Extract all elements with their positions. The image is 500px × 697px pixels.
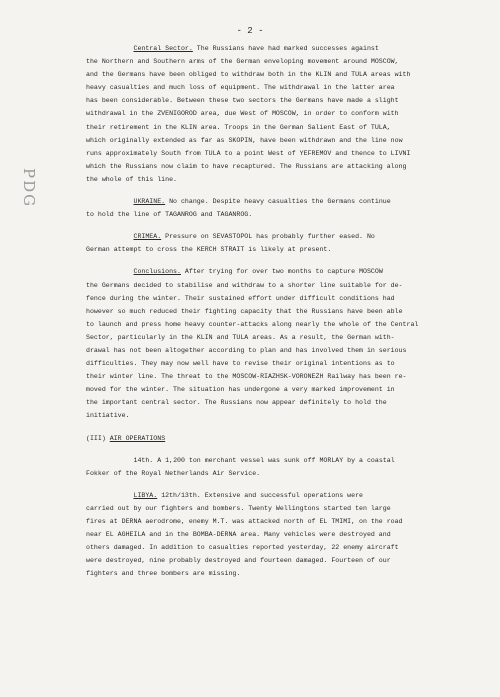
paragraph-line: Sector, particularly in the KLIN and TULA areas. As a result, the German with-	[86, 333, 395, 341]
paragraph-line: their retirement in the KLIN area. Troops in the German Salient East of TULA,	[86, 123, 391, 131]
margin-handwritten-note: PDG	[20, 168, 38, 209]
paragraph-line: initiative.	[86, 412, 130, 420]
paragraph-line: which originally extended as far as SKOPIN, have been withdrawn and the line now	[86, 136, 403, 144]
paragraph-line: the important central sector. The Russians now appear definitely to hold the	[86, 399, 387, 407]
paragraph-line: drawal has not been altogether according to plan and has involved them in serious	[86, 346, 407, 354]
ukraine-first-line: UKRAINE. No change. Despite heavy casualties the Germans continue	[133, 198, 391, 206]
paragraph-line: and the Germans have been obliged to withdraw both in the KLIN and TULA areas with	[86, 71, 411, 79]
libya-first-line: LIBYA. 12th/13th. Extensive and successful operations were	[133, 491, 363, 499]
air-date-14th: 14th.	[133, 456, 154, 464]
paragraph-line: fence during the winter. Their sustained effort under difficult conditions had	[86, 294, 395, 302]
paragraph-line: German attempt to cross the KERCH STRAIT is likely at present.	[86, 246, 332, 254]
paragraph-line: the Northern and Southern arms of the German enveloping movement around MOSCOW,	[86, 58, 399, 66]
paragraph-line: others damaged. In addition to casualties reported yesterday, 22 enemy aircraft	[86, 544, 399, 552]
paragraph-line: carried out by our fighters and bombers. Twenty Wellingtons started ten large	[86, 504, 391, 512]
crimea-heading: CRIMEA.	[133, 233, 162, 241]
conclusions-first-line: Conclusions. After trying for over two months to capture MOSCOW	[133, 268, 383, 276]
paragraph-line: difficulties. They may now well have to revise their original intentions as to	[86, 360, 395, 368]
air-operations-heading: AIR OPERATIONS	[109, 434, 166, 442]
document-body	[86, 42, 474, 580]
paragraph-line: heavy casualties and much loss of equipment. The withdrawal in the latter area	[86, 84, 395, 92]
paragraph-line: the Germans decided to stabilise and withdraw to a shorter line suitable for de-	[86, 281, 403, 289]
paragraph-line: moved for the winter. The situation has undergone a very marked improvement in	[86, 386, 395, 394]
paragraph-line: near EL AGHEILA and in the BOMBA-DERNA area. Many vehicles were destroyed and	[86, 531, 391, 539]
air-14th-first-line: 14th. A 1,200 ton merchant vessel was sunk off MORLAY by a coastal	[133, 456, 395, 464]
section-number: (III)	[86, 434, 106, 442]
ukraine-heading: UKRAINE.	[133, 198, 166, 206]
paragraph-line: has been considerable. Between these two sectors the Germans have made a slight	[86, 97, 399, 105]
page-number: - 2 -	[236, 26, 264, 36]
conclusions-heading: Conclusions.	[133, 268, 181, 276]
paragraph-line: Fokker of the Royal Netherlands Air Service.	[86, 469, 261, 477]
central-sector-first-line: Central Sector. The Russians have had marked successes against	[133, 45, 379, 52]
paragraph-line: runs approximately South from TULA to a point West of YEFREMOV and thence to LIVNI	[86, 149, 411, 157]
paragraph-line: fires at DERNA aerodrome, enemy M.T. was attacked north of EL TMIMI, on the road	[86, 518, 403, 525]
paragraph-line: fighters and three bombers are missing.	[86, 570, 241, 578]
paragraph-line: which the Russians now claim to have recaptured. The Russians are attacking along	[86, 162, 407, 170]
libya-heading: LIBYA.	[133, 491, 158, 499]
paragraph-line: their winter line. The threat to the MOSCOW-RIAZHSK-VORONEZH Railway has been re-	[86, 373, 407, 381]
air-operations-section-heading	[86, 432, 474, 445]
crimea-first-line: CRIMEA. Pressure on SEVASTOPOL has probably further eased. No	[133, 233, 375, 241]
paragraph-line: withdrawal in the ZVENIGOROD area, due West of MOSCOW, in order to conform with	[86, 110, 399, 118]
paragraph-line: to launch and press home heavy counter-attacks along nearly the whole of the Central	[86, 320, 419, 328]
central-sector-heading: Central Sector.	[133, 45, 193, 52]
paragraph-line: however so much reduced their fighting capacity that the Russians have been able	[86, 307, 403, 315]
paragraph-line: to hold the line of TAGANROG and TAGANROG.	[86, 211, 253, 219]
paragraph-line: the whole of this line.	[86, 175, 178, 183]
paragraph-line: were destroyed, nine probably destroyed and fourteen damaged. Fourteen of our	[86, 557, 391, 565]
